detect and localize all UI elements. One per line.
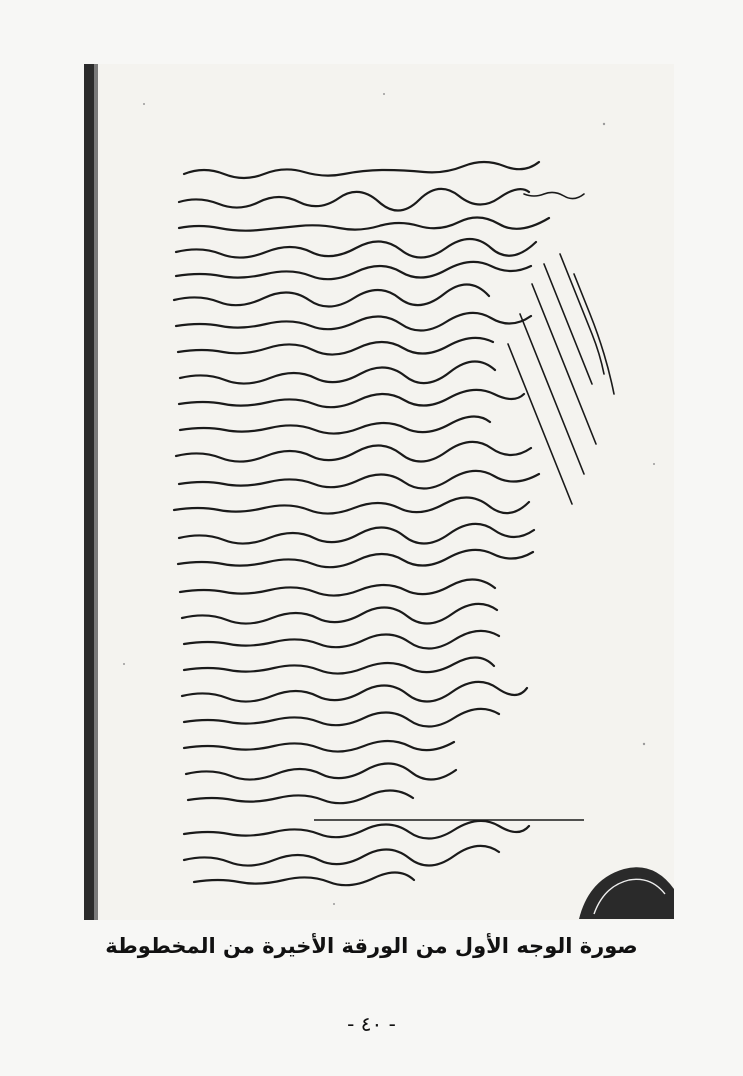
page-number: - ٤٠ - — [347, 1012, 396, 1036]
figure-caption: صورة الوجه الأول من الورقة الأخيرة من المخطوطة — [105, 934, 638, 958]
manuscript-image — [84, 64, 674, 920]
manuscript-scan — [84, 64, 674, 920]
